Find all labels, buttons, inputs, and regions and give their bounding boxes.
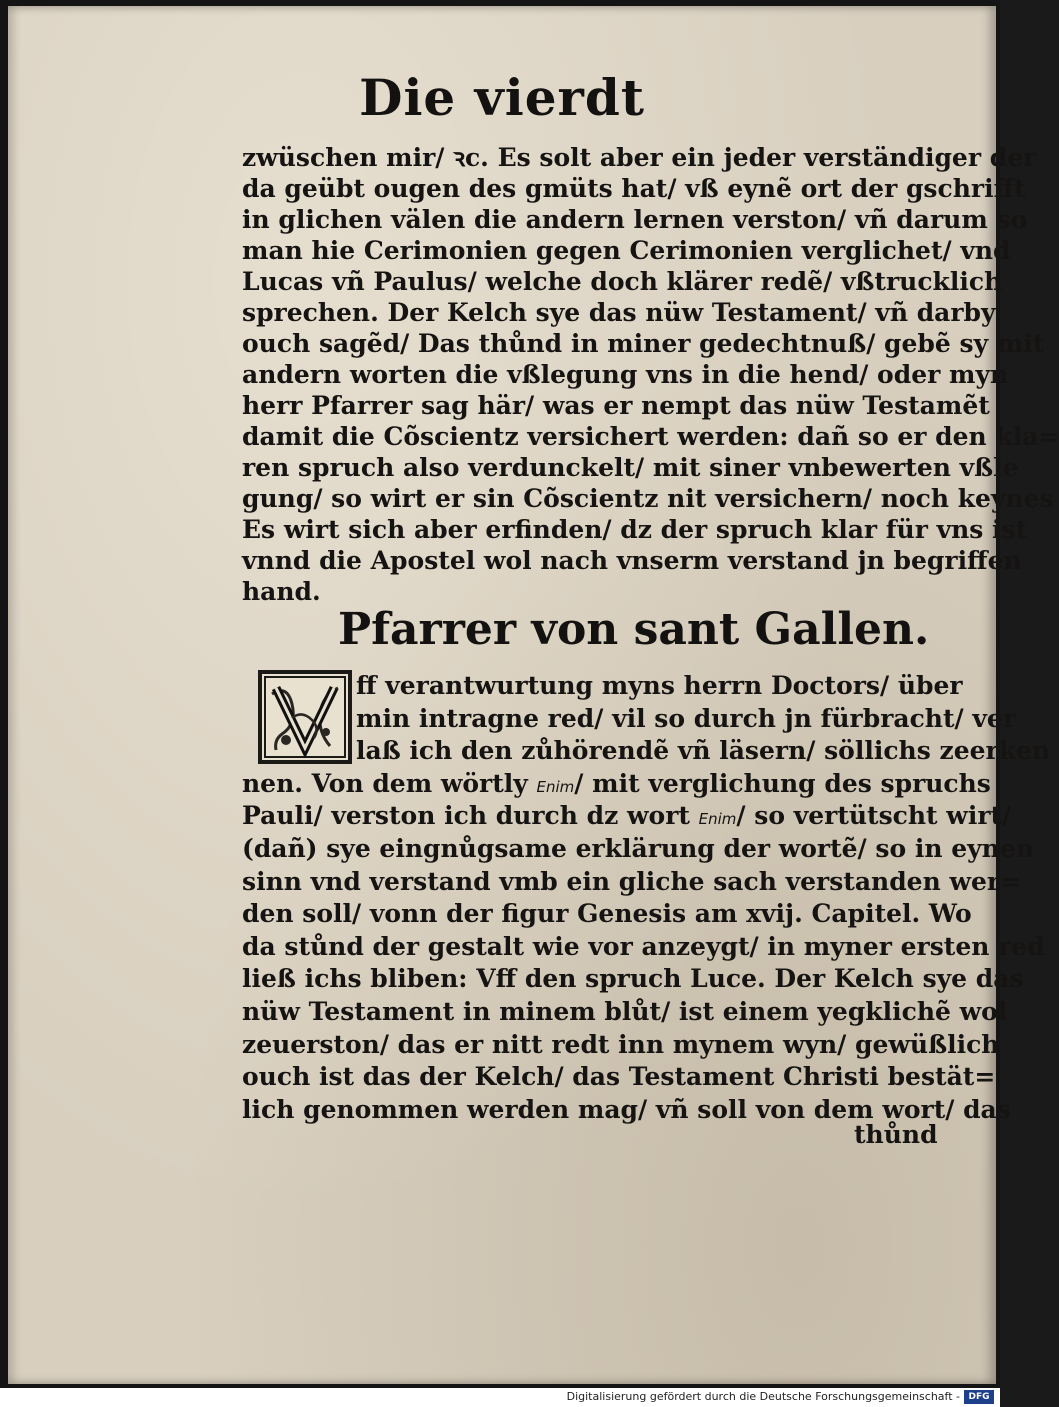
text-line: in glichen välen die andern lernen verston/ vñ darum so bbox=[242, 205, 1028, 234]
text-line: vnnd die Apostel wol nach vnserm verstand jn begriffen bbox=[242, 546, 1022, 575]
section-text bbox=[242, 670, 1051, 1126]
text-line: sprechen. Der Kelch sye das nüw Testament/ vñ darby bbox=[242, 298, 996, 327]
text-line bbox=[242, 670, 963, 703]
footer-credit: Digitalisierung gefördert durch die Deutsche Forschungsgemeinschaft - bbox=[566, 1390, 960, 1403]
text-line: ren spruch also verdunckelt/ mit siner vnbewerten vßle bbox=[242, 453, 1019, 482]
text-line bbox=[242, 898, 972, 931]
text-span: zeuerston/ das er nitt redt inn mynem wyn/ gewüßlich bbox=[242, 1029, 1000, 1059]
text-line: man hie Cerimonien gegen Cerimonien verglichet/ vnd bbox=[242, 236, 1011, 265]
text-line: ouch sagẽd/ Das thůnd in miner gedechtnuß/ gebẽ sy mit bbox=[242, 329, 1045, 358]
text-line bbox=[242, 800, 1012, 833]
text-line bbox=[242, 1061, 996, 1094]
text-span: nen. Von dem wörtly bbox=[242, 768, 528, 798]
text-line: gung/ so wirt er sin Cõscientz nit versichern/ noch keynes bbox=[242, 484, 1054, 513]
footer-bar bbox=[0, 1388, 1000, 1407]
text-span: (dañ) sye eingnůgsame erklärung der wortẽ/ so in eynen bbox=[242, 833, 1034, 863]
text-line: Es wirt sich aber erfinden/ dz der spruch klar für vns ist bbox=[242, 515, 1028, 544]
text-line bbox=[242, 833, 1034, 866]
latin-word: Enim bbox=[536, 777, 575, 796]
text-span: sinn vnd verstand vmb ein gliche sach verstanden wer= bbox=[242, 866, 1022, 896]
text-line: andern worten die vßlegung vns in die hend/ oder myn bbox=[242, 360, 1009, 389]
book-page bbox=[8, 6, 1059, 1384]
running-head: Die vierdt bbox=[359, 68, 645, 127]
text-line bbox=[242, 1094, 1011, 1127]
catchword: thůnd bbox=[854, 1120, 938, 1149]
text-line: hand. bbox=[242, 577, 321, 606]
text-line bbox=[242, 1029, 1000, 1062]
text-span: ouch ist das der Kelch/ das Testament Christi bestät= bbox=[242, 1062, 996, 1092]
text-line bbox=[242, 963, 1024, 996]
text-span: laß ich den zůhörendẽ vñ läsern/ söllichs zeerken bbox=[356, 736, 1051, 766]
text-line bbox=[242, 931, 1045, 964]
text-line bbox=[242, 735, 1051, 768]
text-line: damit die Cõscientz versichert werden: dañ so er den kla= bbox=[242, 422, 1059, 451]
text-line: herr Pfarrer sag här/ was er nempt das nüw Testamẽt bbox=[242, 391, 990, 420]
text-line: zwüschen mir/ ꝛc. Es solt aber ein jeder verständiger der bbox=[242, 143, 1037, 172]
text-span: lich genommen werden mag/ vñ soll von dem wort/ das bbox=[242, 1094, 1011, 1124]
text-line: Lucas vñ Paulus/ welche doch klärer redẽ/ vßtrucklich bbox=[242, 267, 1003, 296]
dfg-logo-icon: DFG bbox=[964, 1390, 994, 1404]
text-line bbox=[242, 768, 991, 801]
text-span: ff verantwurtung myns herrn Doctors/ über bbox=[356, 671, 963, 700]
body-text bbox=[242, 142, 1059, 607]
text-span: min intragne red/ vil so durch jn fürbracht/ ver bbox=[356, 703, 1016, 733]
text-span: / so vertütscht wirt/ bbox=[736, 801, 1012, 831]
text-span: ließ ichs bliben: Vff den spruch Luce. Der Kelch sye das bbox=[242, 964, 1024, 994]
text-span: da stůnd der gestalt wie vor anzeygt/ in myner ersten red bbox=[242, 931, 1045, 961]
text-line bbox=[242, 996, 1008, 1029]
text-span: nüw Testament in minem blůt/ ist einem yegklichẽ wol bbox=[242, 996, 1008, 1026]
latin-word: Enim bbox=[698, 810, 737, 829]
text-line: da geübt ougen des gmüts hat/ vß eynẽ ort der gschrifft bbox=[242, 174, 1026, 203]
text-line bbox=[242, 866, 1022, 899]
text-span: Pauli/ verston ich durch dz wort bbox=[242, 801, 690, 831]
text-span: / mit verglichung des spruchs bbox=[574, 768, 991, 798]
section-heading: Pfarrer von sant Gallen. bbox=[338, 604, 930, 655]
text-span: den soll/ vonn der figur Genesis am xvij. Capitel. Wo bbox=[242, 899, 972, 929]
text-line bbox=[242, 703, 1016, 736]
